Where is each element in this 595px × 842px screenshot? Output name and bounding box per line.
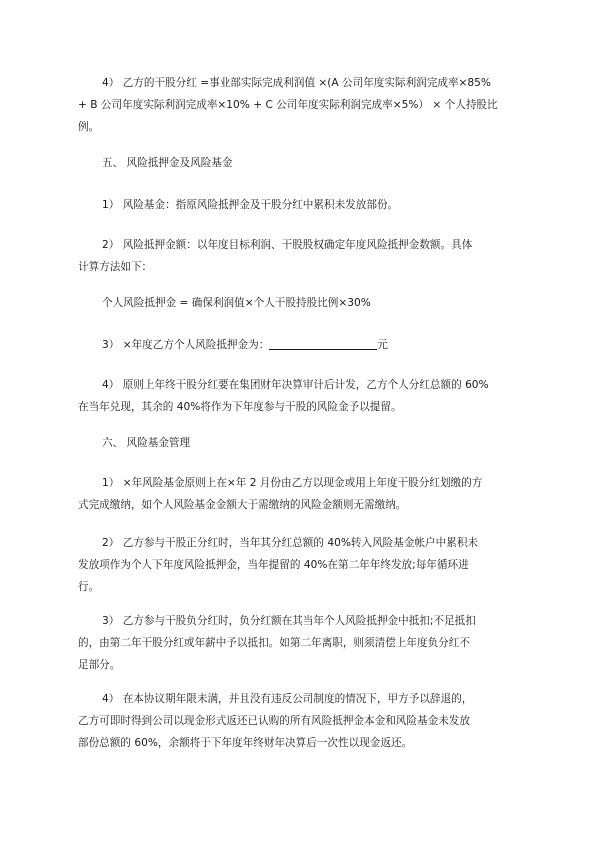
text-line: 行。 xyxy=(78,581,100,593)
paragraph-deposit-blank xyxy=(78,334,526,356)
fill-in-blank xyxy=(269,337,377,350)
text-line: 足部分。 xyxy=(78,659,121,671)
text-line: 式完成缴纳，如个人风险基金金额大于需缴纳的风险金额则无需缴纳。 xyxy=(78,499,407,511)
text-line: 1） 风险基金：指原风险抵押金及干股分红中累积未发放部份。 xyxy=(102,199,399,211)
section-heading-5 xyxy=(78,152,526,174)
formula-text: 个人风险抵押金 = 确保利润值×个人干股持股比例×30% xyxy=(102,297,371,309)
text-prefix: 3） ×年度乙方个人风险抵押金为： xyxy=(102,339,270,351)
text-line: 3） 乙方参与干股负分红时，负分红额在其当年个人风险抵押金中抵扣;不足抵扣 xyxy=(102,615,476,627)
paragraph-negative-dividend xyxy=(78,610,526,676)
heading-text: 五、 风险抵押金及风险基金 xyxy=(102,157,233,169)
section-heading-6 xyxy=(78,432,526,454)
text-line: 4） 原则上年终干股分红要在集团财年决算审计后计发，乙方个人分红总额的 60% xyxy=(102,379,489,391)
paragraph-dividend-principle xyxy=(78,374,526,418)
text-line: 计算方法如下： xyxy=(78,261,153,273)
paragraph-dividend-formula xyxy=(78,72,526,138)
text-line: 例。 xyxy=(78,121,100,133)
text-line: 乙方可即时得到公司以现金形式返还已认购的所有风险抵押金本金和风险基金未发放 xyxy=(78,715,470,727)
text-suffix: 元 xyxy=(377,339,388,351)
paragraph-formula xyxy=(78,292,526,314)
text-line: 2） 风险抵押金额：以年度目标利润、干股股权确定年度风险抵押金数额。具体 xyxy=(102,239,473,251)
paragraph-positive-dividend xyxy=(78,532,526,598)
paragraph-fund-payment xyxy=(78,472,526,516)
text-line: 的，由第二年干股分红或年薪中予以抵扣。如第二年离职，则须清偿上年度负分红不 xyxy=(78,637,470,649)
paragraph-dismissal-refund xyxy=(78,688,526,754)
text-line: 4） 在本协议期年限未满，并且没有违反公司制度的情况下，甲方予以辞退的， xyxy=(102,693,473,705)
paragraph-risk-deposit-amount xyxy=(78,234,526,278)
text-line: 部份总额的 60%，余额将于下年度年终财年决算后一次性以现金返还。 xyxy=(78,737,413,749)
text-line: 发放项作为个人下年度风险抵押金，当年提留的 40%在第二年年终发放;每年循环进 xyxy=(78,559,469,571)
heading-text: 六、 风险基金管理 xyxy=(102,437,191,449)
text-line: 4） 乙方的干股分红 =事业部实际完成利润值 ×(A 公司年度实际利润完成率×85% xyxy=(102,77,491,89)
text-line: 1） ×年风险基金原则上在×年 2 月份由乙方以现金或用上年度干股分红划缴的方 xyxy=(102,477,483,489)
text-line: + B 公司年度实际利润完成率×10% + C 公司年度实际利润完成率×5%） × 个人持股比 xyxy=(78,99,498,111)
text-line: 在当年兑现，其余的 40%将作为下年度参与干股的风险金予以提留。 xyxy=(78,401,402,413)
text-line: 2） 乙方参与干股正分红时，当年其分红总额的 40%转入风险基金帐户中累积未 xyxy=(102,537,479,549)
paragraph-risk-fund xyxy=(78,194,526,216)
